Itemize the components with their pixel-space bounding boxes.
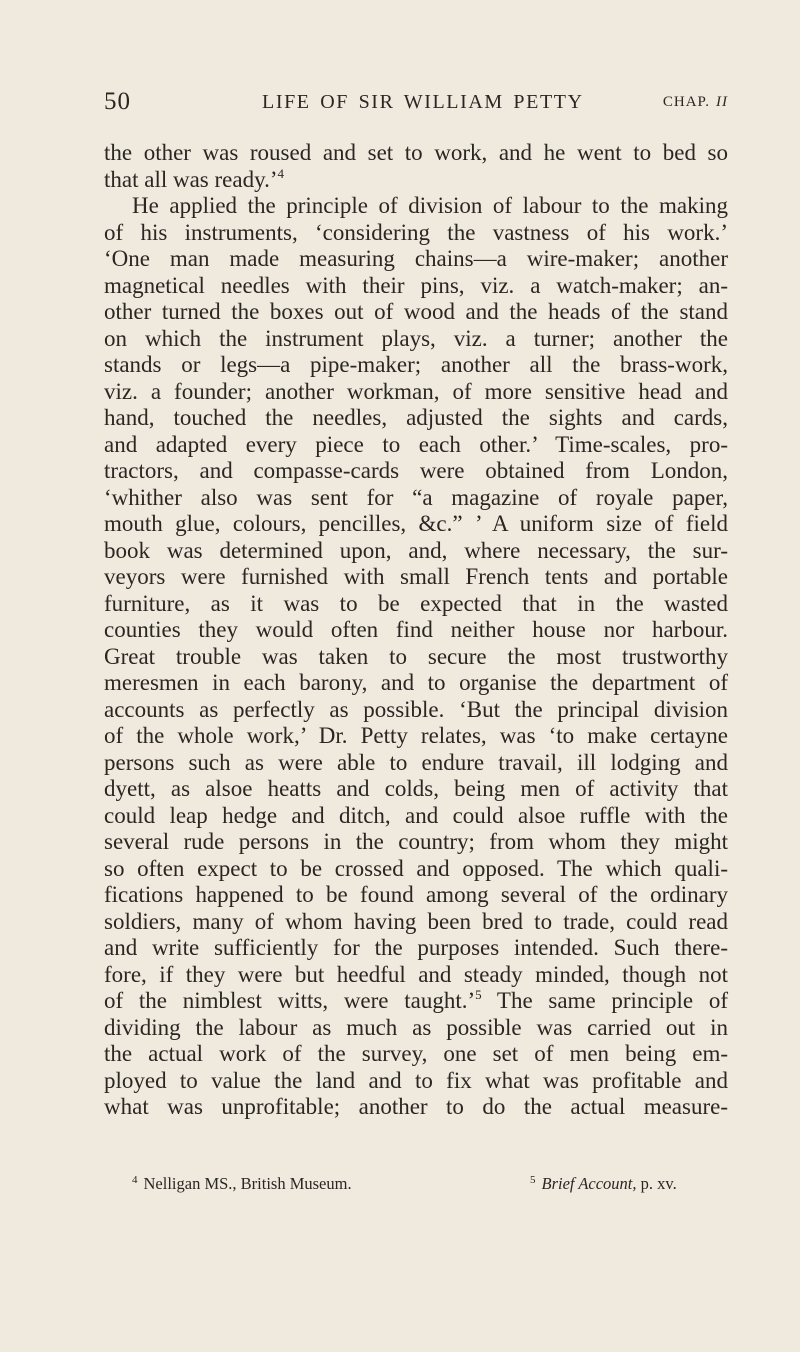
page-number: 50	[104, 88, 131, 115]
text-line-content: The same principle of	[481, 988, 728, 1013]
footnote-text: Nelligan MS., British Museum.	[143, 1174, 352, 1193]
text-line	[104, 988, 728, 1015]
footnotes	[132, 1174, 728, 1196]
footnote-reference: 4	[277, 165, 284, 181]
text-line: on which the instrument plays, viz. a turner; another the	[104, 325, 728, 351]
text-line: ‘whither also was sent for “a magazine of royale paper,	[104, 484, 728, 510]
footnote-mark: 4	[132, 1174, 138, 1186]
text-line: accounts as perfectly as possible. ‘But the principal division	[104, 696, 728, 722]
text-line: viz. a founder; another workman, of more sensitive head and	[104, 378, 728, 404]
text-line: hand, touched the needles, adjusted the sights and cards,	[104, 405, 728, 430]
text-line: fore, if they were but heedful and steady minded, though not	[104, 961, 728, 987]
text-line: dividing the labour as much as possible was carried out in	[104, 1014, 728, 1040]
text-line: book was determined upon, and, where necessary, the sur-	[104, 537, 728, 563]
footnote	[132, 1174, 352, 1194]
text-line-content: that all was ready.’	[104, 166, 278, 192]
chapter-number: II	[716, 94, 728, 110]
text-line: ployed to value the land and to fix what was profitable and	[104, 1067, 728, 1093]
chapter-prefix: CHAP.	[662, 94, 710, 110]
text-line: mouth glue, colours, pencilles, &c.” ’ A uniform size of field	[104, 511, 728, 536]
text-line: what was unprofitable; another to do the actual measure-	[104, 1094, 728, 1119]
text-line: furniture, as it was to be expected that in the wasted	[104, 590, 728, 616]
text-line: and write sufficiently for the purposes intended. Such there-	[104, 935, 728, 960]
chapter-label	[663, 94, 728, 111]
text-line: soldiers, many of whom having been bred to trade, could read	[104, 908, 728, 934]
text-line: could leap hedge and ditch, and could alsoe ruffle with the	[104, 802, 728, 828]
text-line: and adapted every piece to each other.’ Time-scales, pro-	[104, 431, 728, 457]
paragraph-first-line: He applied the principle of division of labour to the making	[132, 193, 728, 218]
running-title: LIFE OF SIR WILLIAM PETTY	[262, 91, 584, 113]
footnote-title: Brief Account,	[541, 1174, 637, 1193]
text-line: persons such as were able to endure travail, ill lodging and	[104, 749, 728, 775]
body-text	[104, 140, 728, 1121]
text-line-content: of the nimblest witts, were taught.’	[104, 988, 476, 1013]
text-line: meresmen in each barony, and to organise the department of	[104, 670, 728, 695]
footnote-reference: 5	[475, 987, 482, 1002]
text-line: tractors, and compasse-cards were obtained from London,	[104, 458, 728, 483]
text-line: the actual work of the survey, one set of men being em-	[104, 1041, 728, 1066]
text-line: veyors were furnished with small French tents and portable	[104, 564, 728, 589]
text-line: fications happened to be found among several of the ordinary	[104, 882, 728, 907]
text-line: dyett, as alsoe heatts and colds, being men of activity that	[104, 776, 728, 801]
running-head	[104, 88, 728, 118]
text-line: so often expect to be crossed and opposed. The which quali-	[104, 855, 728, 881]
text-line	[104, 167, 728, 194]
text-line: magnetical needles with their pins, viz. a watch-maker; an-	[104, 272, 728, 298]
text-line: the other was roused and set to work, and he went to bed so	[104, 140, 728, 165]
footnote-text: p. xv.	[636, 1174, 677, 1193]
text-line: Great trouble was taken to secure the most trustworthy	[104, 643, 728, 669]
text-line: ‘One man made measuring chains—a wire-maker; another	[104, 246, 728, 271]
text-line: several rude persons in the country; from whom they might	[104, 829, 728, 854]
text-line: counties they would often find neither house nor harbour.	[104, 617, 728, 642]
text-line: stands or legs—a pipe-maker; another all the brass-work,	[104, 352, 728, 377]
text-line: other turned the boxes out of wood and the heads of the stand	[104, 299, 728, 324]
text-line: of his instruments, ‘considering the vastness of his work.’	[104, 219, 728, 245]
footnote	[530, 1174, 677, 1194]
footnote-mark: 5	[530, 1174, 536, 1186]
text-line: of the whole work,’ Dr. Petty relates, was ‘to make certayne	[104, 723, 728, 748]
